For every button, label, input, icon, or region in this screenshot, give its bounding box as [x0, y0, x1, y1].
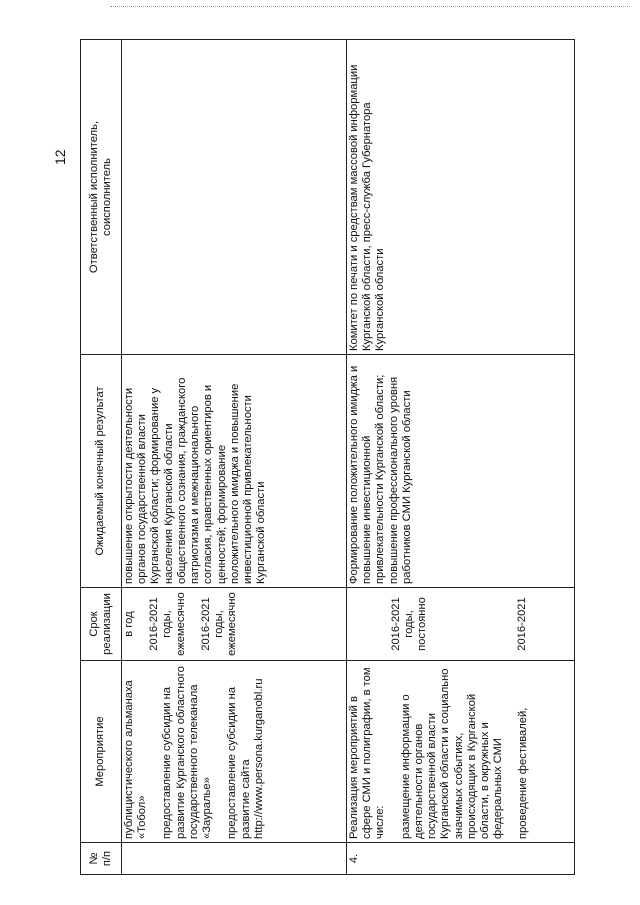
row1-responsible: [122, 40, 347, 355]
document-sheet: [80, 40, 575, 875]
header-num: [81, 843, 122, 875]
row2-event-3: проведение фестивалей,: [517, 707, 530, 839]
table-header-row: [81, 40, 122, 875]
row1-event: [122, 661, 347, 843]
header-term-text: Срок реализации: [87, 593, 113, 655]
row1-result: [122, 355, 347, 588]
row2-num: [347, 843, 575, 875]
header-responsible-text: Ответственный исполнитель, соисполнитель: [87, 120, 113, 274]
row2-event-2: размещение информации о деятельности органов государственной власти Курганской области и социально значимых событиях, происходящих в Курганской области, в окружных и федеральных СМИ: [399, 668, 505, 839]
row1-result-text: повышение открытости деятельности органов государственной власти Курганской области; формирование у населения Курганской области общественного сознания, гражданского патриотизма и межнационального согласия, нравственных ориентиров и ценностей; формирование положительного имиджа и повышение инвестиционной привлекательности Курганской области: [123, 377, 268, 584]
row1-event-3: предоставление субсидии на развитие сайта http://www.persona.kurganobl.ru: [226, 678, 265, 839]
row1-term-1: в год: [123, 611, 135, 637]
row2-result: [347, 355, 575, 588]
row2-term-2: 2016-2021 годы, постоянно: [390, 597, 429, 651]
header-term: [81, 588, 122, 661]
header-num-text: № п/п: [87, 850, 113, 867]
row1-num: [122, 843, 347, 875]
plan-table: [80, 39, 575, 875]
header-result: [81, 355, 122, 588]
row1-term-3: 2016-2021 годы, ежемесячно: [199, 592, 239, 656]
row2-term-3: 2016-2021: [515, 597, 528, 651]
row2-event: [347, 661, 575, 843]
header-responsible: [81, 40, 122, 355]
row2-responsible: [347, 40, 575, 355]
row1-term: [122, 588, 347, 661]
table-row: [122, 40, 347, 875]
row1-term-2: 2016-2021 годы, ежемесячно: [148, 592, 187, 656]
row1-event-1: публицистического альманаха «Тобол»: [123, 680, 149, 839]
row2-event-1: Реализация мероприятий в сфере СМИ и полиграфии, в том числе:: [348, 667, 387, 839]
table-row: [347, 40, 575, 875]
row2-responsible-text: Комитет по печати и средствам массовой информации Курганской области, пресс-служба Губернатора Курганской области: [348, 64, 387, 351]
row1-event-2: предоставление субсидии на развитие Курганского областного государственного телеканала «Зауралье»: [161, 666, 214, 839]
page-number: 12: [52, 149, 68, 165]
header-result-text: Ожидаемый конечный результат: [94, 386, 107, 556]
header-event: [81, 661, 122, 843]
row2-term: [347, 588, 575, 661]
scan-edge-line: [110, 6, 630, 8]
header-event-text: Мероприятие: [94, 716, 107, 787]
row2-num-text: 4.: [348, 853, 360, 864]
row2-result-text: Формирование положительного имиджа и повышение инвестиционной привлекательности Курганской области; повышение профессионального уровня работников СМИ Курганской области: [348, 365, 413, 584]
